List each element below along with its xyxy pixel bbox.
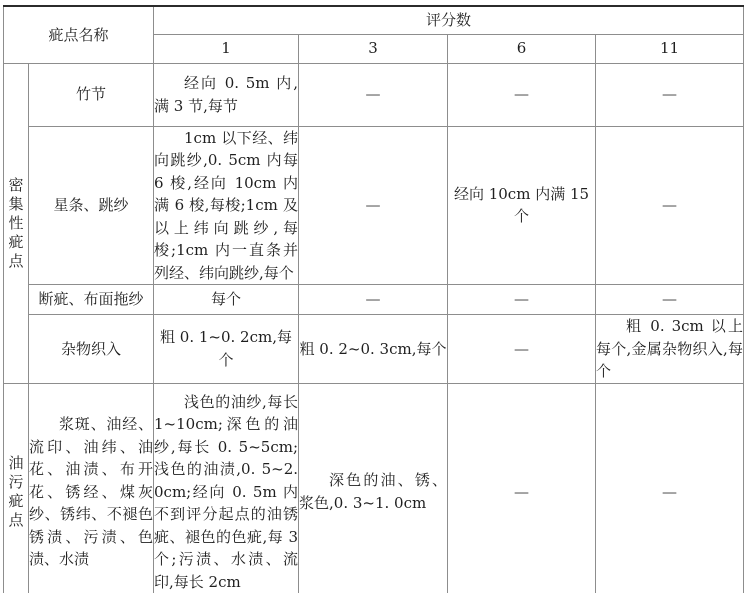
cell-zhujie-score3: — xyxy=(299,63,448,126)
cell-duanci-score6: — xyxy=(448,285,596,315)
cell-zhujie-score6: — xyxy=(448,63,596,126)
header-score-col-1: 1 xyxy=(154,34,299,63)
group-label-dense-defects-text: 密集性疵点 xyxy=(8,175,24,270)
cell-youwu-score6: — xyxy=(448,383,596,593)
cell-youwu-score3 xyxy=(299,383,448,593)
cell-zawu-score3: 粗 0. 2~0. 3cm,每个 xyxy=(299,315,448,384)
cell-duanci-score1: 每个 xyxy=(154,285,299,315)
row-zhujie-name: 竹节 xyxy=(29,63,154,126)
cell-duanci-score11: — xyxy=(596,285,744,315)
cell-zawu-score11 xyxy=(596,315,744,384)
header-score-col-11: 11 xyxy=(596,34,744,63)
cell-zhujie-score1 xyxy=(154,63,299,126)
cell-youwu-score1 xyxy=(154,383,299,593)
cell-xingtiao-score1-text: 1cm 以下经、纬向跳纱,0. 5cm 内每 6 梭,经向 10cm 内满 6 梭,每梭;1cm 及以上纬向跳纱,每梭;1cm 内一直条并列经、纬向跳纱,每个 xyxy=(154,128,299,282)
row-youwu-name-text: 浆斑、油经、流印、油纬、油花、油渍、布开花、锈经、煤灰纱、锈纬、不褪色锈渍、污渍、色渍、水渍 xyxy=(29,415,154,568)
group-label-dense-defects xyxy=(4,63,29,383)
row-zawu-name: 杂物织入 xyxy=(29,315,154,384)
cell-zawu-score1: 粗 0. 1~0. 2cm,每个 xyxy=(154,315,299,384)
cell-zhujie-score1-text: 经向 0. 5m 内,满 3 节,每节 xyxy=(154,74,299,115)
cell-duanci-score3: — xyxy=(299,285,448,315)
row-youwu-name xyxy=(29,383,154,593)
cell-zhujie-score11: — xyxy=(596,63,744,126)
header-defect-name: 疵点名称 xyxy=(4,6,154,63)
group-label-oil-stain-defects xyxy=(4,383,29,593)
header-score-title: 评分数 xyxy=(154,6,744,34)
cell-xingtiao-score6: 经向 10cm 内满 15 个 xyxy=(448,126,596,285)
row-xingtiao-name: 星条、跳纱 xyxy=(29,126,154,285)
cell-youwu-score1-text: 浅色的油纱,每长 1~10cm;深色的油纱,每长 0. 5~5cm;浅色的油渍,0. 5~2. 0cm;经向 0. 5m 内不到评分起点的油锈疵、褪色的色疵,每 3 个;污渍、水渍、流印,每长 2cm xyxy=(154,392,299,591)
cell-xingtiao-score11: — xyxy=(596,126,744,285)
cell-youwu-score3-text: 深色的油、锈、浆色,0. 3~1. 0cm xyxy=(299,471,448,512)
cell-zawu-score11-text: 粗 0. 3cm 以上每个,金属杂物织入,每个 xyxy=(596,317,744,380)
header-score-col-3: 3 xyxy=(299,34,448,63)
cell-xingtiao-score3: — xyxy=(299,126,448,285)
cell-zawu-score6: — xyxy=(448,315,596,384)
cell-xingtiao-score1 xyxy=(154,126,299,285)
fabric-defect-score-table xyxy=(3,5,744,593)
row-duanci-name: 断疵、布面拖纱 xyxy=(29,285,154,315)
header-score-col-6: 6 xyxy=(448,34,596,63)
group-label-oil-stain-defects-text: 油污疵点 xyxy=(8,453,24,529)
cell-youwu-score11: — xyxy=(596,383,744,593)
